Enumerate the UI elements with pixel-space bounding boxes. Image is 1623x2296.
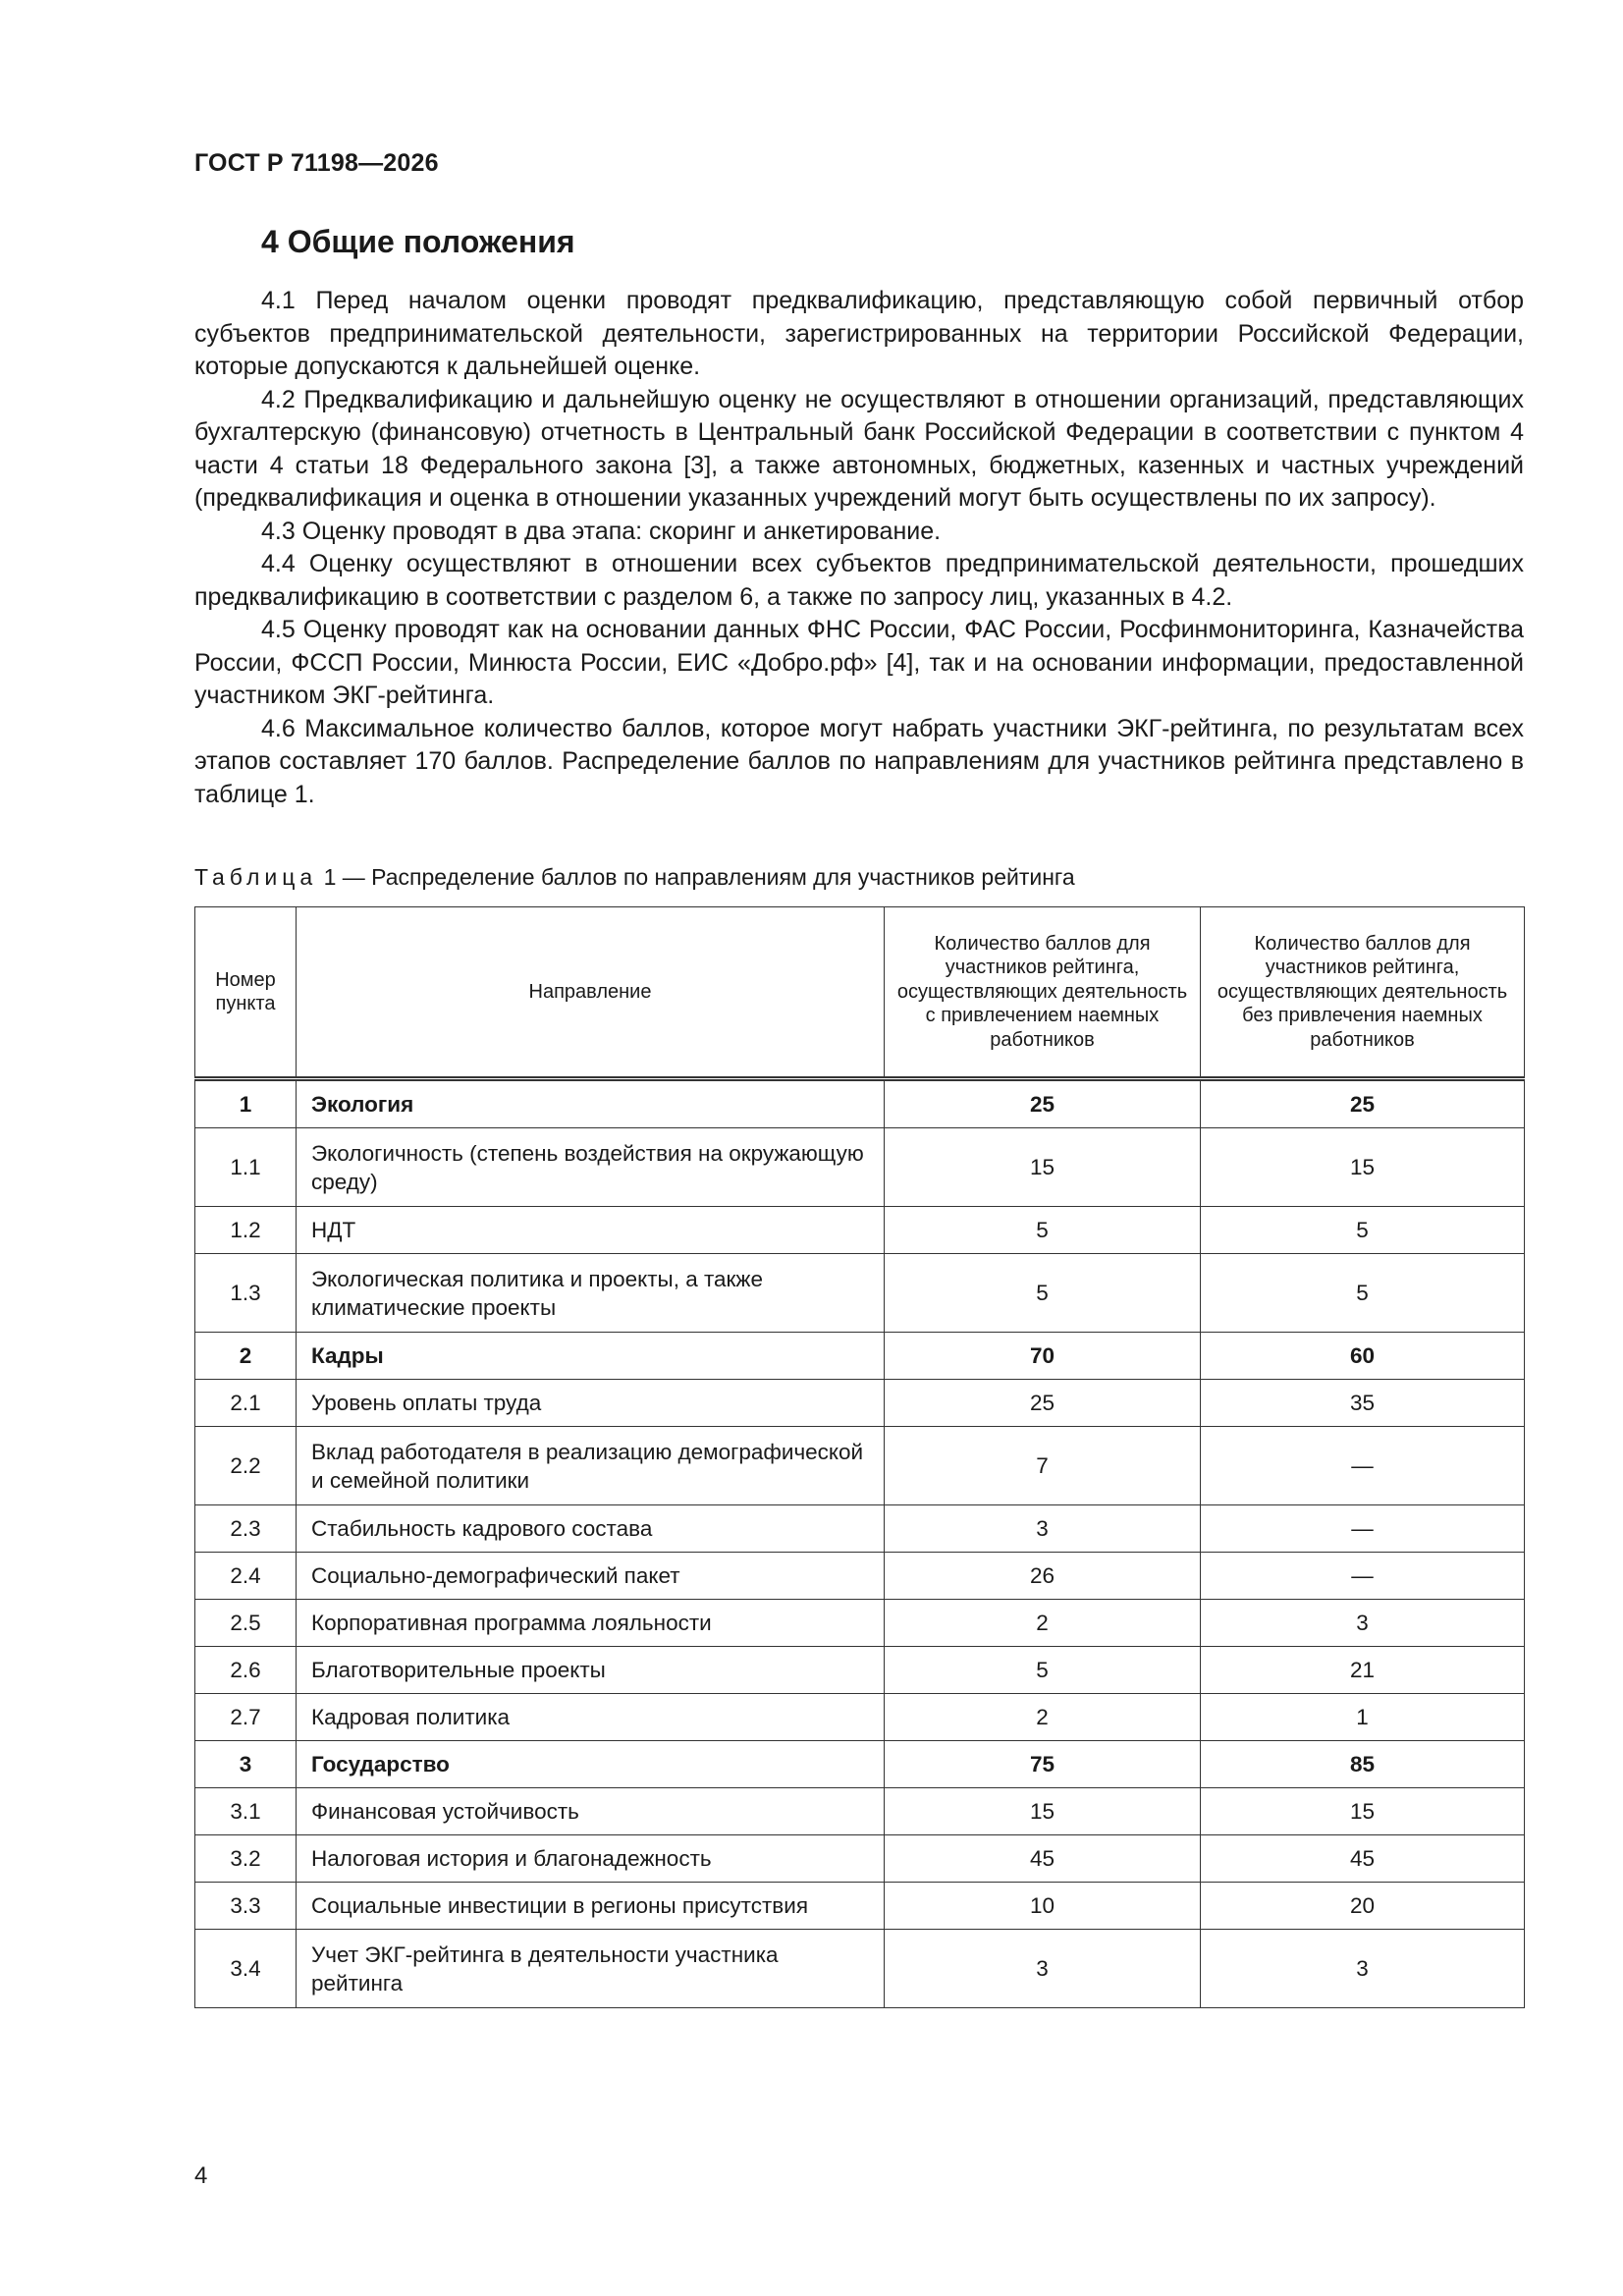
cell-with-employees: 25 (885, 1380, 1201, 1427)
cell-with-employees: 15 (885, 1128, 1201, 1207)
table-row (195, 1128, 1525, 1207)
table-row (195, 1333, 1525, 1380)
cell-number: 1.1 (195, 1128, 297, 1207)
cell-without-employees: 15 (1201, 1788, 1525, 1835)
paragraph: 4.2 Предквалификацию и дальнейшую оценку не осуществляют в отношении организаций, представляющих бухгалтерскую (финансовую) отчетность в Центральный банк Российской Федерации в соответствии с пунктом 4 части 4 статьи 18 Федерального закона [3], а также автономных, бюджетных, казенных и частных учреждений (предквалификация и оценка в отношении указанных учреждений могут быть осуществлены по их запросу). (194, 385, 1524, 512)
table-caption (194, 864, 1075, 891)
header-number: Номер пункта (195, 907, 297, 1079)
table-row (195, 1207, 1525, 1254)
cell-number: 2.7 (195, 1694, 297, 1741)
cell-number: 2.1 (195, 1380, 297, 1427)
cell-with-employees: 5 (885, 1254, 1201, 1333)
cell-without-employees: — (1201, 1553, 1525, 1600)
cell-number: 1.3 (195, 1254, 297, 1333)
cell-number: 2.6 (195, 1647, 297, 1694)
table-row (195, 1883, 1525, 1930)
cell-with-employees: 25 (885, 1079, 1201, 1128)
header-without-employees: Количество баллов для участников рейтинга, осуществляющих деятельность без привлечения наемных работников (1201, 907, 1525, 1079)
cell-with-employees: 2 (885, 1694, 1201, 1741)
cell-number: 1.2 (195, 1207, 297, 1254)
cell-direction: Стабильность кадрового состава (297, 1505, 885, 1553)
header-with-employees: Количество баллов для участников рейтинга, осуществляющих деятельность с привлечением наемных работников (885, 907, 1201, 1079)
header-direction: Направление (297, 907, 885, 1079)
table-body (195, 1079, 1525, 2008)
cell-direction: Благотворительные проекты (297, 1647, 885, 1694)
table-row (195, 1600, 1525, 1647)
body-text (194, 285, 1524, 811)
document-header: ГОСТ Р 71198—2026 (194, 149, 439, 177)
table-row (195, 1835, 1525, 1883)
cell-direction: Экологичность (степень воздействия на окружающую среду) (297, 1128, 885, 1207)
cell-direction: Уровень оплаты труда (297, 1380, 885, 1427)
table-header-row (195, 907, 1525, 1079)
cell-with-employees: 7 (885, 1427, 1201, 1505)
table-row (195, 1741, 1525, 1788)
cell-with-employees: 15 (885, 1788, 1201, 1835)
cell-direction: Корпоративная программа лояльности (297, 1600, 885, 1647)
cell-with-employees: 26 (885, 1553, 1201, 1600)
cell-without-employees: 25 (1201, 1079, 1525, 1128)
cell-without-employees: 5 (1201, 1207, 1525, 1254)
cell-without-employees: 20 (1201, 1883, 1525, 1930)
cell-direction: Финансовая устойчивость (297, 1788, 885, 1835)
cell-without-employees: — (1201, 1505, 1525, 1553)
cell-number: 2 (195, 1333, 297, 1380)
cell-without-employees: 1 (1201, 1694, 1525, 1741)
paragraph: 4.1 Перед началом оценки проводят предквалификацию, представляющую собой первичный отбор субъектов предпринимательской деятельности, зарегистрированных на территории Российской Федерации, которые допускаются к дальнейшей оценке. (194, 287, 1524, 380)
table-row (195, 1254, 1525, 1333)
cell-without-employees: 60 (1201, 1333, 1525, 1380)
cell-direction: Вклад работодателя в реализацию демографической и семейной политики (297, 1427, 885, 1505)
cell-number: 3.3 (195, 1883, 297, 1930)
cell-direction: Кадровая политика (297, 1694, 885, 1741)
cell-number: 3.1 (195, 1788, 297, 1835)
paragraph: 4.3 Оценку проводят в два этапа: скоринг и анкетирование. (261, 517, 942, 545)
cell-without-employees: 3 (1201, 1600, 1525, 1647)
cell-with-employees: 75 (885, 1741, 1201, 1788)
cell-direction: Учет ЭКГ-рейтинга в деятельности участника рейтинга (297, 1930, 885, 2008)
cell-direction: Социально-демографический пакет (297, 1553, 885, 1600)
cell-without-employees: 35 (1201, 1380, 1525, 1427)
cell-direction: Государство (297, 1741, 885, 1788)
cell-number: 2.2 (195, 1427, 297, 1505)
cell-number: 3.4 (195, 1930, 297, 2008)
cell-with-employees: 45 (885, 1835, 1201, 1883)
cell-with-employees: 5 (885, 1207, 1201, 1254)
table-row (195, 1505, 1525, 1553)
paragraph: 4.6 Максимальное количество баллов, которое могут набрать участники ЭКГ-рейтинга, по результатам всех этапов составляет 170 баллов. Распределение баллов по направлениям для участников рейтинга представлено в таблице 1. (194, 714, 1524, 808)
table-row (195, 1380, 1525, 1427)
cell-direction: Экология (297, 1079, 885, 1128)
cell-number: 2.3 (195, 1505, 297, 1553)
table-caption-text: 1 — Распределение баллов по направлениям для участников рейтинга (317, 864, 1075, 890)
cell-with-employees: 70 (885, 1333, 1201, 1380)
paragraph: 4.4 Оценку осуществляют в отношении всех субъектов предпринимательской деятельности, прошедших предквалификацию в соответствии с разделом 6, а также по запросу лиц, указанных в 4.2. (194, 550, 1524, 611)
table-row (195, 1930, 1525, 2008)
cell-without-employees: 45 (1201, 1835, 1525, 1883)
cell-with-employees: 10 (885, 1883, 1201, 1930)
cell-direction: Социальные инвестиции в регионы присутствия (297, 1883, 885, 1930)
table-row (195, 1788, 1525, 1835)
table-row (195, 1694, 1525, 1741)
score-distribution-table (194, 906, 1525, 2008)
table-caption-label: Таблица (194, 864, 318, 890)
cell-with-employees: 3 (885, 1930, 1201, 2008)
cell-direction: Экологическая политика и проекты, а также климатические проекты (297, 1254, 885, 1333)
cell-with-employees: 3 (885, 1505, 1201, 1553)
cell-without-employees: 15 (1201, 1128, 1525, 1207)
cell-number: 3.2 (195, 1835, 297, 1883)
cell-number: 3 (195, 1741, 297, 1788)
cell-without-employees: 85 (1201, 1741, 1525, 1788)
cell-direction: НДТ (297, 1207, 885, 1254)
cell-without-employees: 5 (1201, 1254, 1525, 1333)
table-row (195, 1553, 1525, 1600)
section-title: 4 Общие положения (261, 224, 575, 259)
paragraph: 4.5 Оценку проводят как на основании данных ФНС России, ФАС России, Росфинмониторинга, Казначейства России, ФССП России, Минюста России, ЕИС «Добро.рф» [4], так и на основании информации, предоставленной участником ЭКГ-рейтинга. (194, 616, 1524, 709)
cell-without-employees: 21 (1201, 1647, 1525, 1694)
cell-without-employees: — (1201, 1427, 1525, 1505)
cell-direction: Кадры (297, 1333, 885, 1380)
page-number: 4 (194, 2162, 208, 2189)
cell-number: 2.4 (195, 1553, 297, 1600)
cell-number: 1 (195, 1079, 297, 1128)
cell-without-employees: 3 (1201, 1930, 1525, 2008)
cell-number: 2.5 (195, 1600, 297, 1647)
cell-with-employees: 5 (885, 1647, 1201, 1694)
table-row (195, 1079, 1525, 1128)
cell-with-employees: 2 (885, 1600, 1201, 1647)
table-row (195, 1647, 1525, 1694)
cell-direction: Налоговая история и благонадежность (297, 1835, 885, 1883)
table-row (195, 1427, 1525, 1505)
